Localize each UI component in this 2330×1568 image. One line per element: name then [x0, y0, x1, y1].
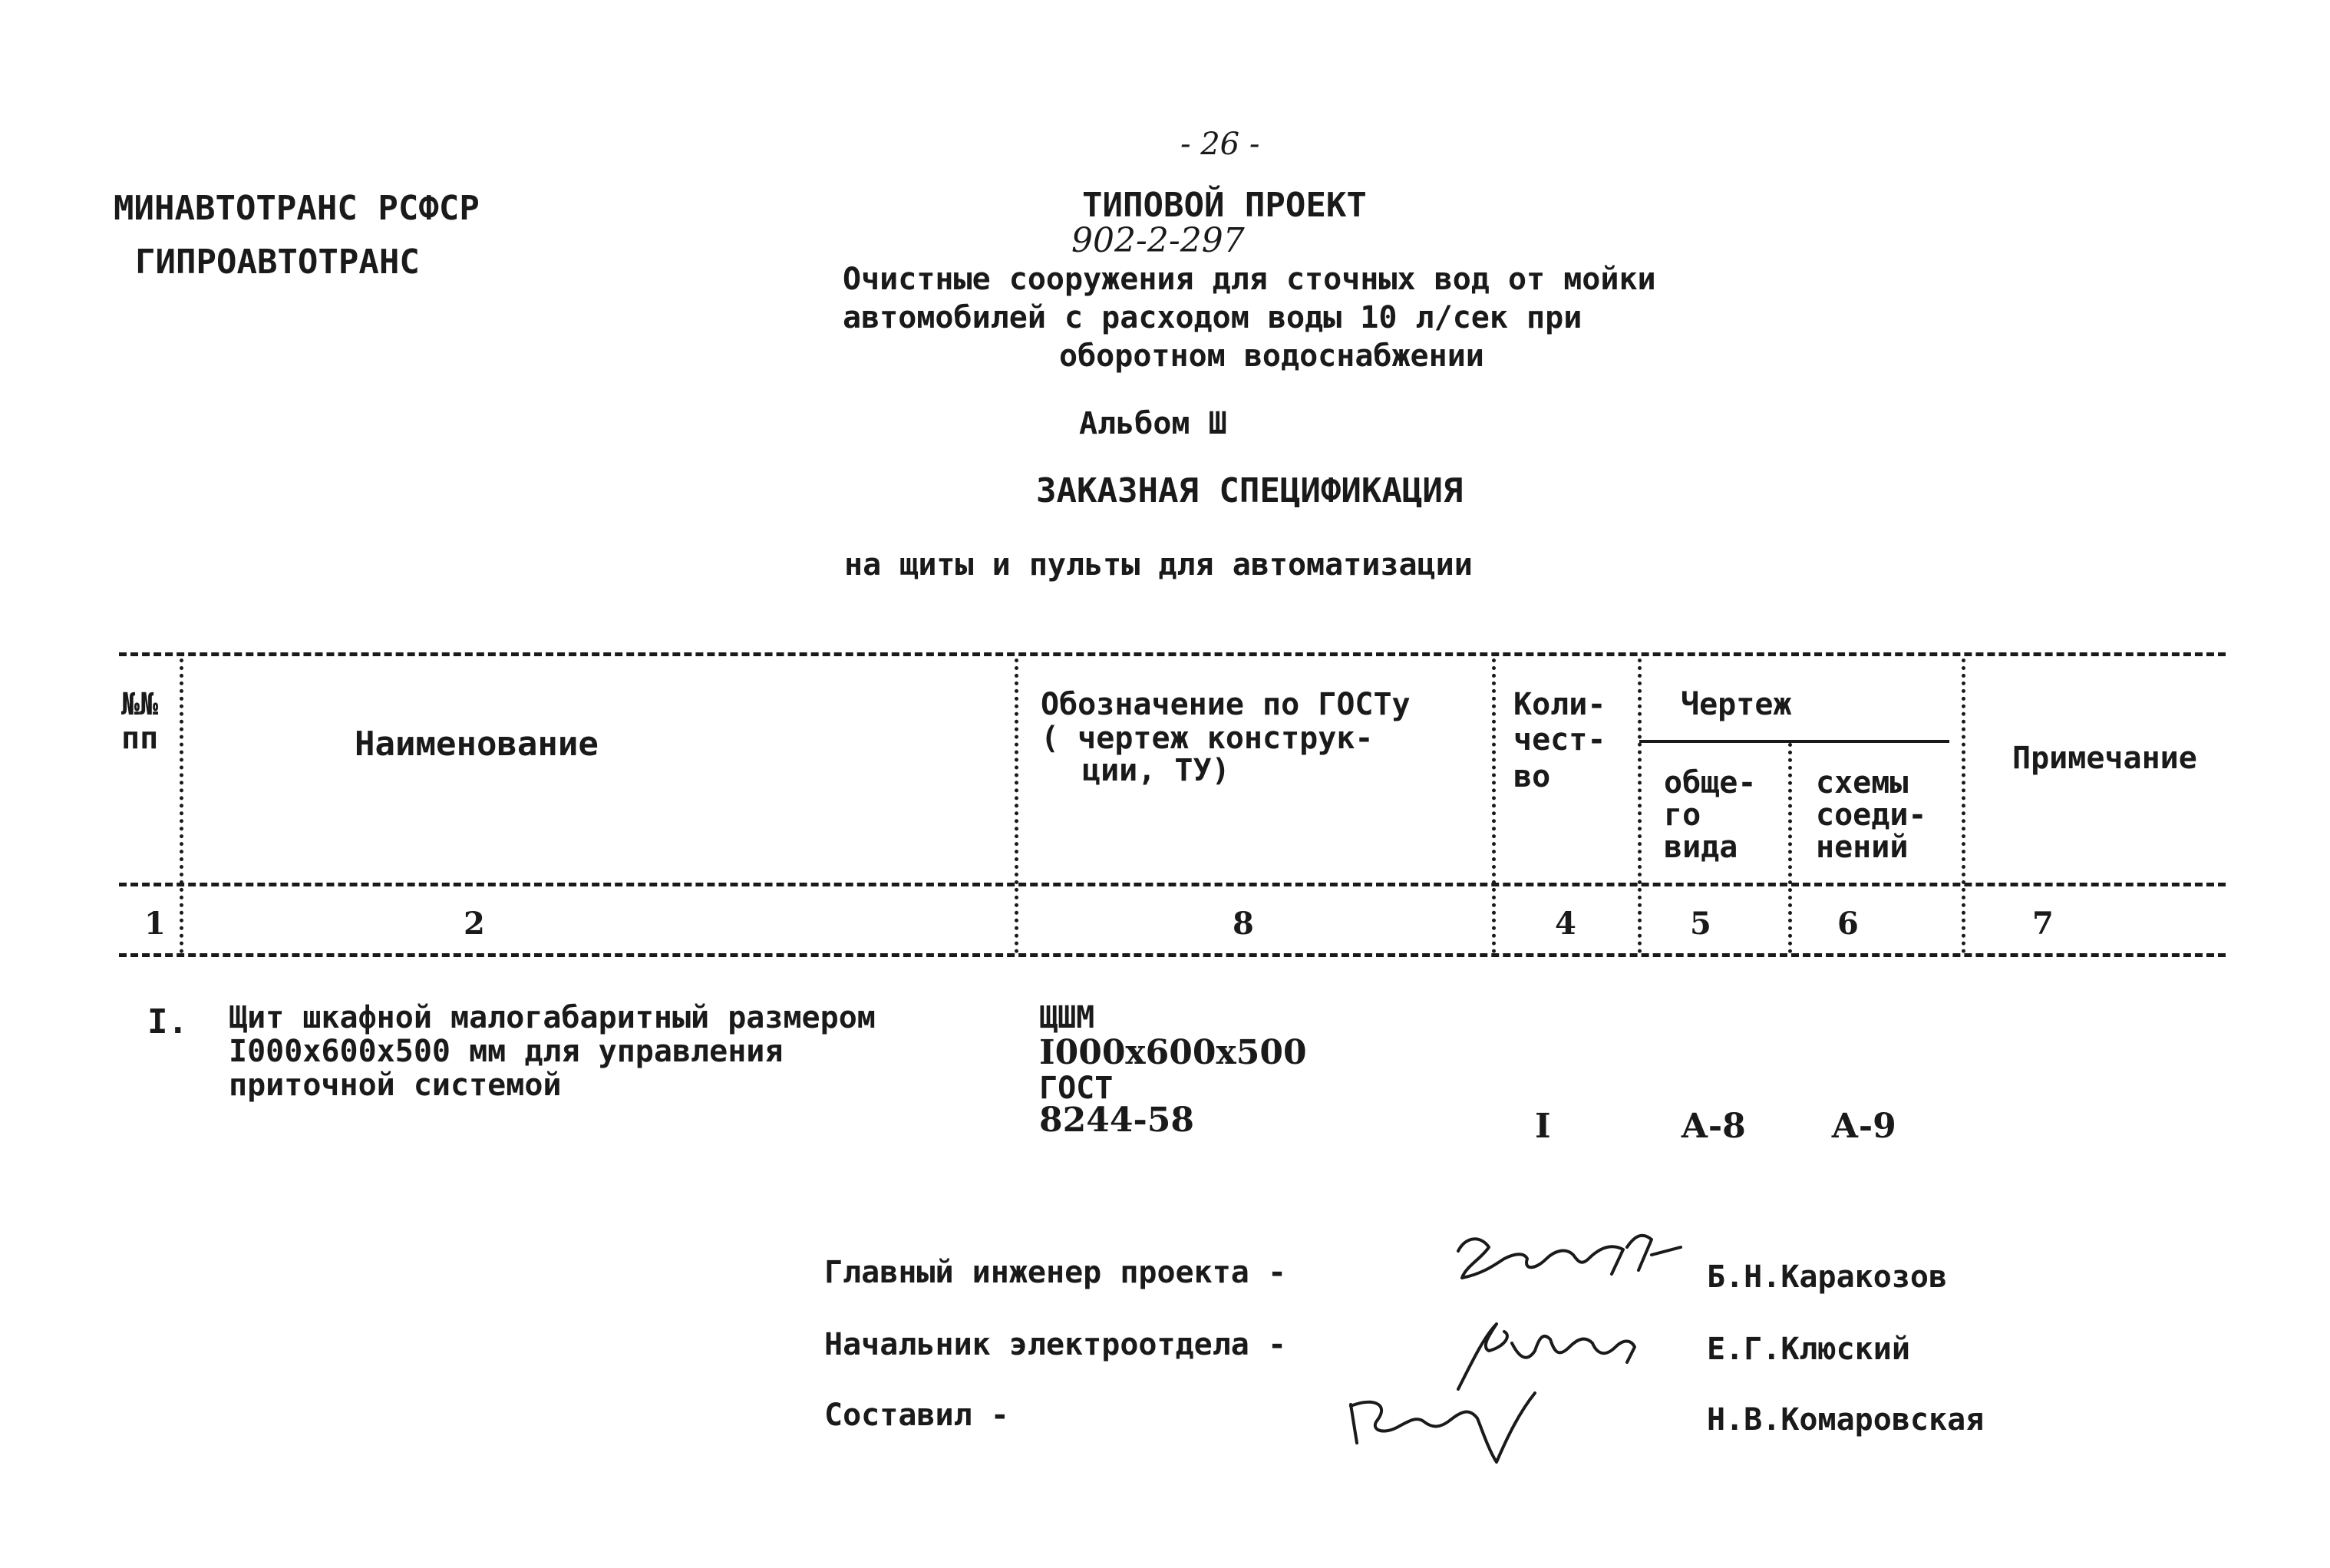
col-divider-4	[1638, 659, 1642, 953]
row-gost-line4: 8244-58	[1039, 1101, 1194, 1140]
col-divider-6	[1962, 659, 1965, 953]
signature-name-compiler: Н.В.Комаровская	[1707, 1402, 1985, 1438]
drawing-subheader-line	[1639, 740, 1949, 743]
header-general-line3: вида	[1664, 830, 1738, 865]
header-general-line2: го	[1664, 797, 1701, 833]
colnum-3: 8	[1233, 906, 1254, 942]
row-num: I.	[147, 1002, 188, 1041]
page-number: - 26 -	[1180, 127, 1260, 162]
col-divider-1	[180, 659, 183, 953]
signature-role-electrical-head: Начальник электроотдела -	[824, 1327, 1287, 1362]
handwritten-signature-1	[1450, 1213, 1696, 1305]
header-num-line2: пп	[121, 721, 159, 756]
row-general-view: А-8	[1681, 1107, 1746, 1146]
spec-subtitle: на щиты и пульты для автоматизации	[844, 547, 1473, 583]
header-scheme-line1: схемы	[1816, 765, 1909, 801]
col-divider-2	[1015, 659, 1018, 953]
signature-name-chief-engineer: Б.Н.Каракозов	[1707, 1259, 1948, 1295]
project-title-line3: оборотном водоснабжении	[1059, 338, 1484, 374]
header-drawing: Чертеж	[1681, 687, 1792, 722]
institute-name: ГИПРОАВТОТРАНС	[135, 243, 420, 282]
signature-role-compiler: Составил -	[824, 1398, 1009, 1433]
row-name-line2: I000х600х500 мм для управления	[229, 1034, 784, 1069]
row-gost-line1: ЩШМ	[1039, 1000, 1095, 1035]
project-title-line2: автомобилей с расходом воды 10 л/сек при	[843, 300, 1582, 335]
colnum-5: 5	[1690, 906, 1711, 942]
ministry-name: МИНАВТОТРАНС РСФСР	[114, 189, 480, 228]
signature-role-chief-engineer: Главный инженер проекта -	[824, 1255, 1287, 1290]
table-top-border	[119, 652, 2226, 656]
col-divider-5	[1788, 743, 1792, 953]
project-title-line1: Очистные сооружения для сточных вод от мойки	[843, 262, 1656, 297]
project-number: 902-2-297	[1071, 221, 1245, 260]
colnum-2: 2	[464, 906, 485, 942]
header-general-line1: обще-	[1664, 765, 1757, 801]
row-name-line3: приточной системой	[229, 1068, 562, 1103]
header-scheme-line3: нений	[1816, 830, 1909, 865]
header-qty-line3: во	[1513, 759, 1551, 794]
project-label: ТИПОВОЙ ПРОЕКТ	[1082, 186, 1367, 225]
row-gost-line3: ГОСТ	[1039, 1071, 1114, 1106]
signature-name-electrical-head: Е.Г.Клюский	[1707, 1332, 1910, 1367]
header-gost-line3: ции, ТУ)	[1082, 753, 1230, 788]
header-qty-line2: чест-	[1513, 722, 1606, 758]
row-scheme: А-9	[1831, 1107, 1896, 1146]
header-gost-line1: Обозначение по ГОСТу	[1041, 687, 1411, 722]
handwritten-signature-3	[1335, 1374, 1581, 1466]
spec-title: ЗАКАЗНАЯ СПЕЦИФИКАЦИЯ	[1036, 471, 1464, 510]
row-name-line1: Щит шкафной малогабаритный размером	[229, 1000, 876, 1035]
row-qty: I	[1535, 1107, 1551, 1146]
header-num-line1: №№	[121, 687, 159, 722]
header-note: Примечание	[2012, 741, 2197, 776]
colnum-7: 7	[2032, 906, 2054, 942]
album-label: Альбом Ш	[1079, 406, 1227, 441]
table-colnum-bottom-border	[119, 953, 2226, 957]
header-qty-line1: Коли-	[1513, 687, 1606, 722]
col-divider-3	[1492, 659, 1496, 953]
header-scheme-line2: соеди-	[1816, 797, 1927, 833]
header-name: Наименование	[355, 725, 599, 764]
colnum-1: 1	[144, 906, 166, 942]
header-gost-line2: ( чертеж конструк-	[1041, 721, 1374, 756]
table-header-bottom-border	[119, 883, 2226, 886]
colnum-4: 4	[1555, 906, 1576, 942]
row-gost-line2: I000x600x500	[1039, 1033, 1307, 1072]
colnum-6: 6	[1837, 906, 1859, 942]
